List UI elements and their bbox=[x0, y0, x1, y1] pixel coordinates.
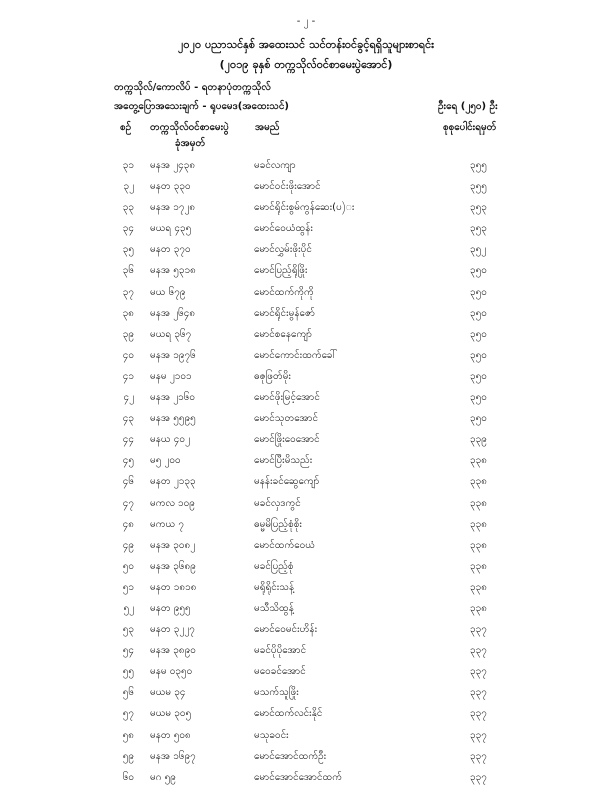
table-row bbox=[0, 390, 612, 411]
total-marks: ၃၅၃ bbox=[470, 202, 487, 214]
roll-number: မယမ ၃၄ bbox=[150, 687, 186, 699]
table-row bbox=[0, 601, 612, 622]
table-row bbox=[0, 559, 612, 580]
student-name: မောင်ထက်ဝေယံ bbox=[254, 539, 316, 551]
row-number: ၃၃ bbox=[122, 202, 134, 214]
roll-number: မကယ ၇ bbox=[150, 518, 185, 530]
roll-number: မယရ ၄၃၅ bbox=[150, 223, 192, 235]
row-number: ၄၂ bbox=[123, 392, 134, 404]
row-number: ၄၅ bbox=[122, 455, 134, 467]
total-marks: ၃၅၂ bbox=[470, 244, 487, 256]
roll-number: မနအ ၅၃၁၈ bbox=[150, 265, 196, 277]
header-name: အမည် bbox=[255, 122, 280, 133]
roll-number: မနအ ၂၁၆၀ bbox=[150, 392, 196, 404]
row-number: ၄၄ bbox=[122, 434, 134, 446]
table-row bbox=[0, 517, 612, 538]
row-number: ၆၀ bbox=[122, 771, 134, 783]
total-marks: ၃၃၇ bbox=[470, 687, 487, 699]
roll-number: မနအ ၃၈၉၀ bbox=[150, 645, 196, 657]
roll-number: မနယ ၄၀၂ bbox=[150, 434, 190, 446]
row-number: ၅၄ bbox=[122, 645, 134, 657]
document-title: ၂၀၂၀ ပညာသင်နှစ် အထေးသင် သင်တန်းဝင်ခွင့်ရရှိသူများစာရင်း bbox=[178, 38, 434, 51]
total-marks: ၃၃၇ bbox=[470, 624, 487, 636]
row-number: ၄၈ bbox=[122, 518, 134, 530]
student-name: မောင်ထက်ကိုကို bbox=[254, 286, 314, 298]
total-marks: ၃၅၀ bbox=[470, 286, 487, 298]
table-row bbox=[0, 728, 612, 749]
total-marks: ၃၃၇ bbox=[470, 708, 487, 720]
roll-number: မယမ ၃၀၅ bbox=[150, 708, 192, 720]
results-list bbox=[0, 158, 612, 791]
total-marks: ၃၅၀ bbox=[470, 349, 487, 361]
student-name: မောင်ဖိုးမြင့်အောင် bbox=[254, 392, 320, 404]
header-no: စဉ် bbox=[120, 122, 132, 133]
row-number: ၃၄ bbox=[122, 223, 134, 235]
table-row bbox=[0, 200, 612, 221]
table-row bbox=[0, 496, 612, 517]
table-row bbox=[0, 474, 612, 495]
roll-number: မနမ ၀၃၅၀ bbox=[150, 666, 193, 678]
roll-number: မနတ ၃၇၀ bbox=[150, 244, 191, 256]
row-number: ၅၈ bbox=[122, 729, 134, 741]
student-name: မခင်လကျာ bbox=[254, 160, 296, 171]
header-roll: တက္ကသိုလ်ဝင်စာမေးပွဲ bbox=[150, 122, 229, 133]
table-row bbox=[0, 749, 612, 770]
roll-number: မနအ ၃၆၈၉ bbox=[150, 560, 196, 572]
table-row bbox=[0, 221, 612, 242]
student-name: မောင်ဖြိုးဝေအောင် bbox=[254, 434, 320, 446]
row-number: ၄၆ bbox=[122, 476, 134, 488]
total-marks: ၃၅၀ bbox=[470, 392, 487, 404]
total-marks: ၃၅၃ bbox=[470, 223, 487, 235]
roll-number: မယ ၆၇၉ bbox=[150, 286, 186, 298]
table-row bbox=[0, 369, 612, 390]
student-name: မောင်ပြည့်ရိုဖြိုး bbox=[254, 265, 308, 277]
table-row bbox=[0, 285, 612, 306]
table-row bbox=[0, 263, 612, 284]
total-marks: ၃၃၈ bbox=[470, 476, 487, 488]
total-marks: ၃၃၈ bbox=[470, 497, 487, 509]
roll-number: မနအ ၃၀၈၂ bbox=[150, 539, 196, 551]
table-row bbox=[0, 348, 612, 369]
roll-number: မနတ ၉၅၅ bbox=[150, 602, 191, 614]
total-marks: ၃၃၇ bbox=[470, 666, 487, 678]
student-name: မောင်ရိုင်းမွန်ဇော် bbox=[254, 307, 316, 319]
row-number: ၅၁ bbox=[122, 581, 134, 593]
row-number: ၅၃ bbox=[122, 624, 134, 636]
student-name: မသက်သူဖြိုး bbox=[254, 687, 299, 699]
row-number: ၅၀ bbox=[122, 560, 134, 572]
row-number: ၄၃ bbox=[122, 413, 134, 425]
page-number: - ၂ - bbox=[296, 16, 316, 27]
table-row bbox=[0, 538, 612, 559]
total-marks: ၃၃၈ bbox=[470, 455, 487, 467]
table-row bbox=[0, 327, 612, 348]
table-row bbox=[0, 580, 612, 601]
row-number: ၃၉ bbox=[122, 328, 134, 340]
student-name: ဓဇုဖြတ်မိုး bbox=[254, 370, 291, 382]
total-marks: ၃၃၇ bbox=[470, 645, 487, 657]
student-name: မောင်စနေကျော် bbox=[254, 328, 312, 340]
total-marks: ၃၃၈ bbox=[470, 518, 487, 530]
row-number: ၃၅ bbox=[122, 244, 134, 256]
roll-number: မ၅ ၂၀၀ bbox=[150, 455, 181, 467]
student-name: မသုခဝင်း bbox=[254, 729, 289, 741]
total-marks: ၃၅၀ bbox=[470, 265, 487, 277]
student-name: မောင်လွှမ်းဖိုးပိုင် bbox=[254, 244, 312, 256]
table-row bbox=[0, 411, 612, 432]
student-name: မောင်ကောင်းထက်ခေါ် bbox=[254, 349, 337, 361]
row-number: ၄၉ bbox=[122, 539, 134, 551]
row-number: ၃၈ bbox=[122, 307, 134, 319]
table-row bbox=[0, 306, 612, 327]
table-row bbox=[0, 453, 612, 474]
student-name: မခင်ပြည့်စုံ bbox=[254, 560, 294, 572]
roll-number: မနတ ၂၁၃၃ bbox=[150, 476, 196, 488]
total-marks: ၃၅၀ bbox=[470, 370, 487, 382]
total-marks: ၃၃၈ bbox=[470, 539, 487, 551]
table-row bbox=[0, 685, 612, 706]
table-row bbox=[0, 643, 612, 664]
student-name: မောင်ဝင်းဖိုးအောင် bbox=[254, 181, 321, 193]
header-roll-sub: ခုံအမှတ် bbox=[175, 138, 206, 149]
table-row bbox=[0, 706, 612, 727]
roll-number: မကလ ၁၀၉ bbox=[150, 497, 195, 509]
total-marks: ၃၃၈ bbox=[470, 602, 487, 614]
roll-number: မနတ ၃၃၀ bbox=[150, 181, 191, 193]
roll-number: မနအ ၁၉၇၆ bbox=[150, 349, 196, 361]
student-name: မရိုရိုင်းသန့် bbox=[254, 581, 295, 593]
total-marks: ၃၃၈ bbox=[470, 560, 487, 572]
table-row bbox=[0, 242, 612, 263]
student-name: မောင်ဝေမင်းဟိန်း bbox=[254, 624, 318, 636]
total-marks: ၃၃၉ bbox=[470, 434, 487, 446]
header-marks: စုစုပေါင်းရမှတ် bbox=[443, 122, 497, 133]
row-number: ၅၆ bbox=[122, 687, 134, 699]
row-number: ၅၂ bbox=[123, 602, 134, 614]
roll-number: မနအ ၁၆၉၇ bbox=[150, 750, 196, 762]
row-number: ၃၆ bbox=[122, 265, 134, 277]
table-row bbox=[0, 622, 612, 643]
total-marks: ၃၅၅ bbox=[470, 160, 487, 171]
student-name: မောင်ဝေယံထွန်း bbox=[254, 223, 313, 235]
total-count: ဦးရေ (၂၅၀) ဦး bbox=[438, 101, 498, 112]
student-name: ဓမ္မမိပြည့်စုံစိုး bbox=[254, 518, 302, 530]
total-marks: ၃၅၀ bbox=[470, 328, 487, 340]
row-number: ၄၁ bbox=[122, 370, 134, 382]
total-marks: ၃၅၅ bbox=[470, 181, 487, 193]
student-name: မောင်ထက်လင်းနိုင် bbox=[254, 708, 323, 720]
table-row bbox=[0, 664, 612, 685]
row-number: ၄၇ bbox=[122, 497, 134, 509]
student-name: မောင်သုတအောင် bbox=[254, 413, 319, 425]
student-name: မသီသိထွန့် bbox=[254, 602, 294, 614]
row-number: ၅၉ bbox=[122, 750, 134, 762]
roll-number: မယရ ၃၆၇ bbox=[150, 328, 192, 340]
document-subtitle: (၂၀၁၉ ခုနှစ် တက္ကသိုလ်ဝင်စာမေးပွဲအောင်) bbox=[219, 58, 393, 71]
row-number: ၃၇ bbox=[122, 286, 134, 298]
table-row bbox=[0, 432, 612, 453]
major-line: အတွေ့ပြောအသေးချက် - ရုပမေဒ(အထေးသင်) bbox=[114, 101, 289, 112]
roll-number: မနအ ၂၄၃၈ bbox=[150, 160, 196, 171]
row-number: ၃၁ bbox=[122, 160, 134, 171]
table-row bbox=[0, 158, 612, 179]
total-marks: ၃၃၇ bbox=[470, 750, 487, 762]
roll-number: မနအ ၁၇၂၈ bbox=[150, 202, 196, 214]
student-name: မနန်းခင်ဆွေကျော် bbox=[254, 476, 320, 488]
total-marks: ၃၃၇ bbox=[470, 729, 487, 741]
roll-number: မနတ ၅၀၈ bbox=[150, 729, 191, 741]
row-number: ၄၀ bbox=[122, 349, 134, 361]
student-name: မောင်ပြီးမိသည်း bbox=[254, 455, 313, 467]
row-number: ၅၇ bbox=[122, 708, 134, 720]
student-name: မောင်အောင်အောင်ထက် bbox=[254, 771, 343, 783]
student-name: မခင်လှဒကွင် bbox=[254, 497, 301, 509]
total-marks: ၃၅၀ bbox=[470, 307, 487, 319]
table-row bbox=[0, 179, 612, 200]
row-number: ၃၂ bbox=[123, 181, 134, 193]
total-marks: ၃၃၇ bbox=[470, 771, 487, 783]
roll-number: မနအ ၅၅၉၅ bbox=[150, 413, 196, 425]
roll-number: မနတ ၃၂၂၇ bbox=[150, 624, 195, 636]
student-name: မဝေခင်အောင် bbox=[254, 666, 306, 678]
student-name: မောင်ရိုင်းစွမ်ကွန်ဆေး(ပ)း bbox=[254, 202, 355, 214]
roll-number: မနအ ၂၆၄၈ bbox=[150, 307, 196, 319]
table-row bbox=[0, 770, 612, 791]
roll-number: မဂ ၅၉ bbox=[150, 771, 176, 783]
row-number: ၅၅ bbox=[122, 666, 134, 678]
roll-number: မနတ ၁၈၁၈ bbox=[150, 581, 197, 593]
university-line: တက္ကသိုလ်/ကောလိပ် - ရတနာပုံတက္ကသိုလ် bbox=[114, 82, 271, 93]
total-marks: ၃၅၀ bbox=[470, 413, 487, 425]
total-marks: ၃၃၈ bbox=[470, 581, 487, 593]
roll-number: မနမ ၂၁၀၁ bbox=[150, 370, 192, 382]
student-name: မောင်အောင်ထက်ဦး bbox=[254, 750, 327, 762]
student-name: မခင်ပိုပိုအောင် bbox=[254, 645, 307, 657]
